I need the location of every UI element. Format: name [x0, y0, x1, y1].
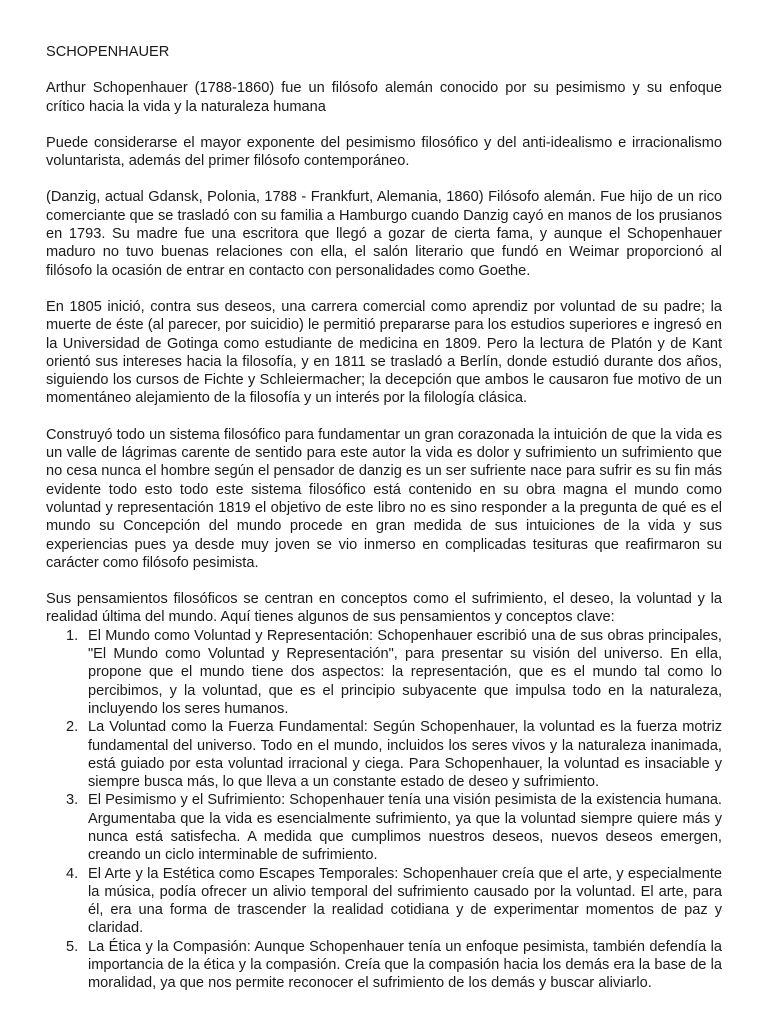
document-page [46, 43, 722, 993]
paragraph-biography: (Danzig, actual Gdansk, Polonia, 1788 - Frankfurt, Alemania, 1860) Filósofo alemán. Fue hijo de un rico comerciante que se trasladó con su familia a Hamburgo cuando Danzig cayó en manos de los prusianos en 1793. Su madre fue una escritora que llegó a gozar de cierta fama, y aunque el Schopenhauer maduro no tuvo buenas relaciones con ella, el salón literario que fundó en Weimar proporcionó al filósofo la ocasión de entrar en contacto con personalidades como Goethe. [46, 189, 722, 279]
paragraph-intro: Arthur Schopenhauer (1788-1860) fue un filósofo alemán conocido por su pesimismo y su enfoque crítico hacia la vida y la naturaleza humana [46, 80, 722, 115]
paragraph-education: En 1805 inició, contra sus deseos, una carrera comercial como aprendiz por voluntad de su padre; la muerte de éste (al parecer, por suicidio) le permitió prepararse para los estudios superiores e ingresó en la Universidad de Gotinga como estudiante de medicina en 1809. Pero la lectura de Platón y de Kant orientó sus intereses hacia la filosofía, y en 1811 se trasladó a Berlín, donde estudió durante dos años, siguiendo los cursos de Fichte y Schleiermacher; la decepción que ambos le causaron fue motivo de un momentáneo alejamiento de la filosofía y un interés por la filología clásica. [46, 298, 722, 407]
list-item-text: El Mundo como Voluntad y Representación: Schopenhauer escribió una de sus obras principales, "El Mundo como Voluntad y Representación", para presentar su visión del universo. En ella, propone que el mundo tiene dos aspectos: la representación, que es el mundo tal como lo percibimos, y la voluntad, que es el principio subyacente que impulsa todo en la naturaleza, incluyendo los seres humanos. [88, 627, 722, 717]
concepts-list [46, 627, 722, 993]
list-item-number: 5. [66, 938, 79, 955]
paragraph-system: Construyó todo un sistema filosófico para fundamentar un gran corazonada la intuición de que la vida es un valle de lágrimas carente de sentido para este autor la vida es dolor y sufrimiento un sufrimiento que no cesa nunca el hombre según el pensador de danzig es un ser sufriente nace para sufrir es su fin más evidente todo esto todo este sistema filosófico está contenido en su obra magna el mundo como voluntad y representación 1819 el objetivo de este libro no es sino responder a la pregunta de qué es el mundo su Concepción del mundo procede en gran medida de sus intuiciones de la vida y sus experiencias pues ya desde muy joven se vio inmerso en complicadas tesituras que reafirmaron su carácter como filósofo pesimista. [46, 426, 722, 571]
list-item-number: 2. [66, 719, 79, 736]
list-item-text: El Arte y la Estética como Escapes Temporales: Schopenhauer creía que el arte, y especialmente la música, podía ofrecer un alivio temporal del sufrimiento causado por la voluntad. El arte, para él, era una forma de trascender la realidad cotidiana y de experimentar momentos de paz y claridad. [88, 865, 722, 937]
list-item-number: 1. [66, 627, 79, 644]
list-item-text: El Pesimismo y el Sufrimiento: Schopenhauer tenía una visión pesimista de la existencia humana. Argumentaba que la vida es esencialmente sufrimiento, ya que la voluntad siempre quiere más y nunca está satisfecha. A medida que cumplimos nuestros deseos, nuevos deseos emergen, creando un ciclo interminable de sufrimiento. [88, 792, 722, 864]
list-item-text: La Voluntad como la Fuerza Fundamental: Según Schopenhauer, la voluntad es la fuerza motriz fundamental del universo. Todo en el mundo, incluidos los seres vivos y la naturaleza inanimada, está guiado por esta voluntad irracional y ciega. Para Schopenhauer, la voluntad es insaciable y siempre busca más, lo que lleva a un constante estado de deseo y sufrimiento. [88, 719, 722, 791]
list-item [66, 718, 722, 791]
list-item-number: 3. [66, 792, 79, 809]
document-title: SCHOPENHAUER [46, 44, 170, 60]
list-item [66, 791, 722, 864]
list-item [66, 865, 722, 938]
list-item [66, 938, 722, 993]
list-item-number: 4. [66, 865, 79, 882]
list-item [66, 627, 722, 718]
list-intro: Sus pensamientos filosóficos se centran en conceptos como el sufrimiento, el deseo, la voluntad y la realidad última del mundo. Aquí tienes algunos de sus pensamientos y conceptos clave: [46, 591, 722, 626]
list-item-text: La Ética y la Compasión: Aunque Schopenhauer tenía un enfoque pesimista, también defendía la importancia de la ética y la compasión. Creía que la compasión hacia los demás era la base de la moralidad, ya que nos permite reconocer el sufrimiento de los demás y buscar aliviarlo. [88, 938, 722, 992]
paragraph-exponent: Puede considerarse el mayor exponente del pesimismo filosófico y del anti-idealismo e irracionalismo voluntarista, además del primer filósofo contemporáneo. [46, 134, 722, 170]
